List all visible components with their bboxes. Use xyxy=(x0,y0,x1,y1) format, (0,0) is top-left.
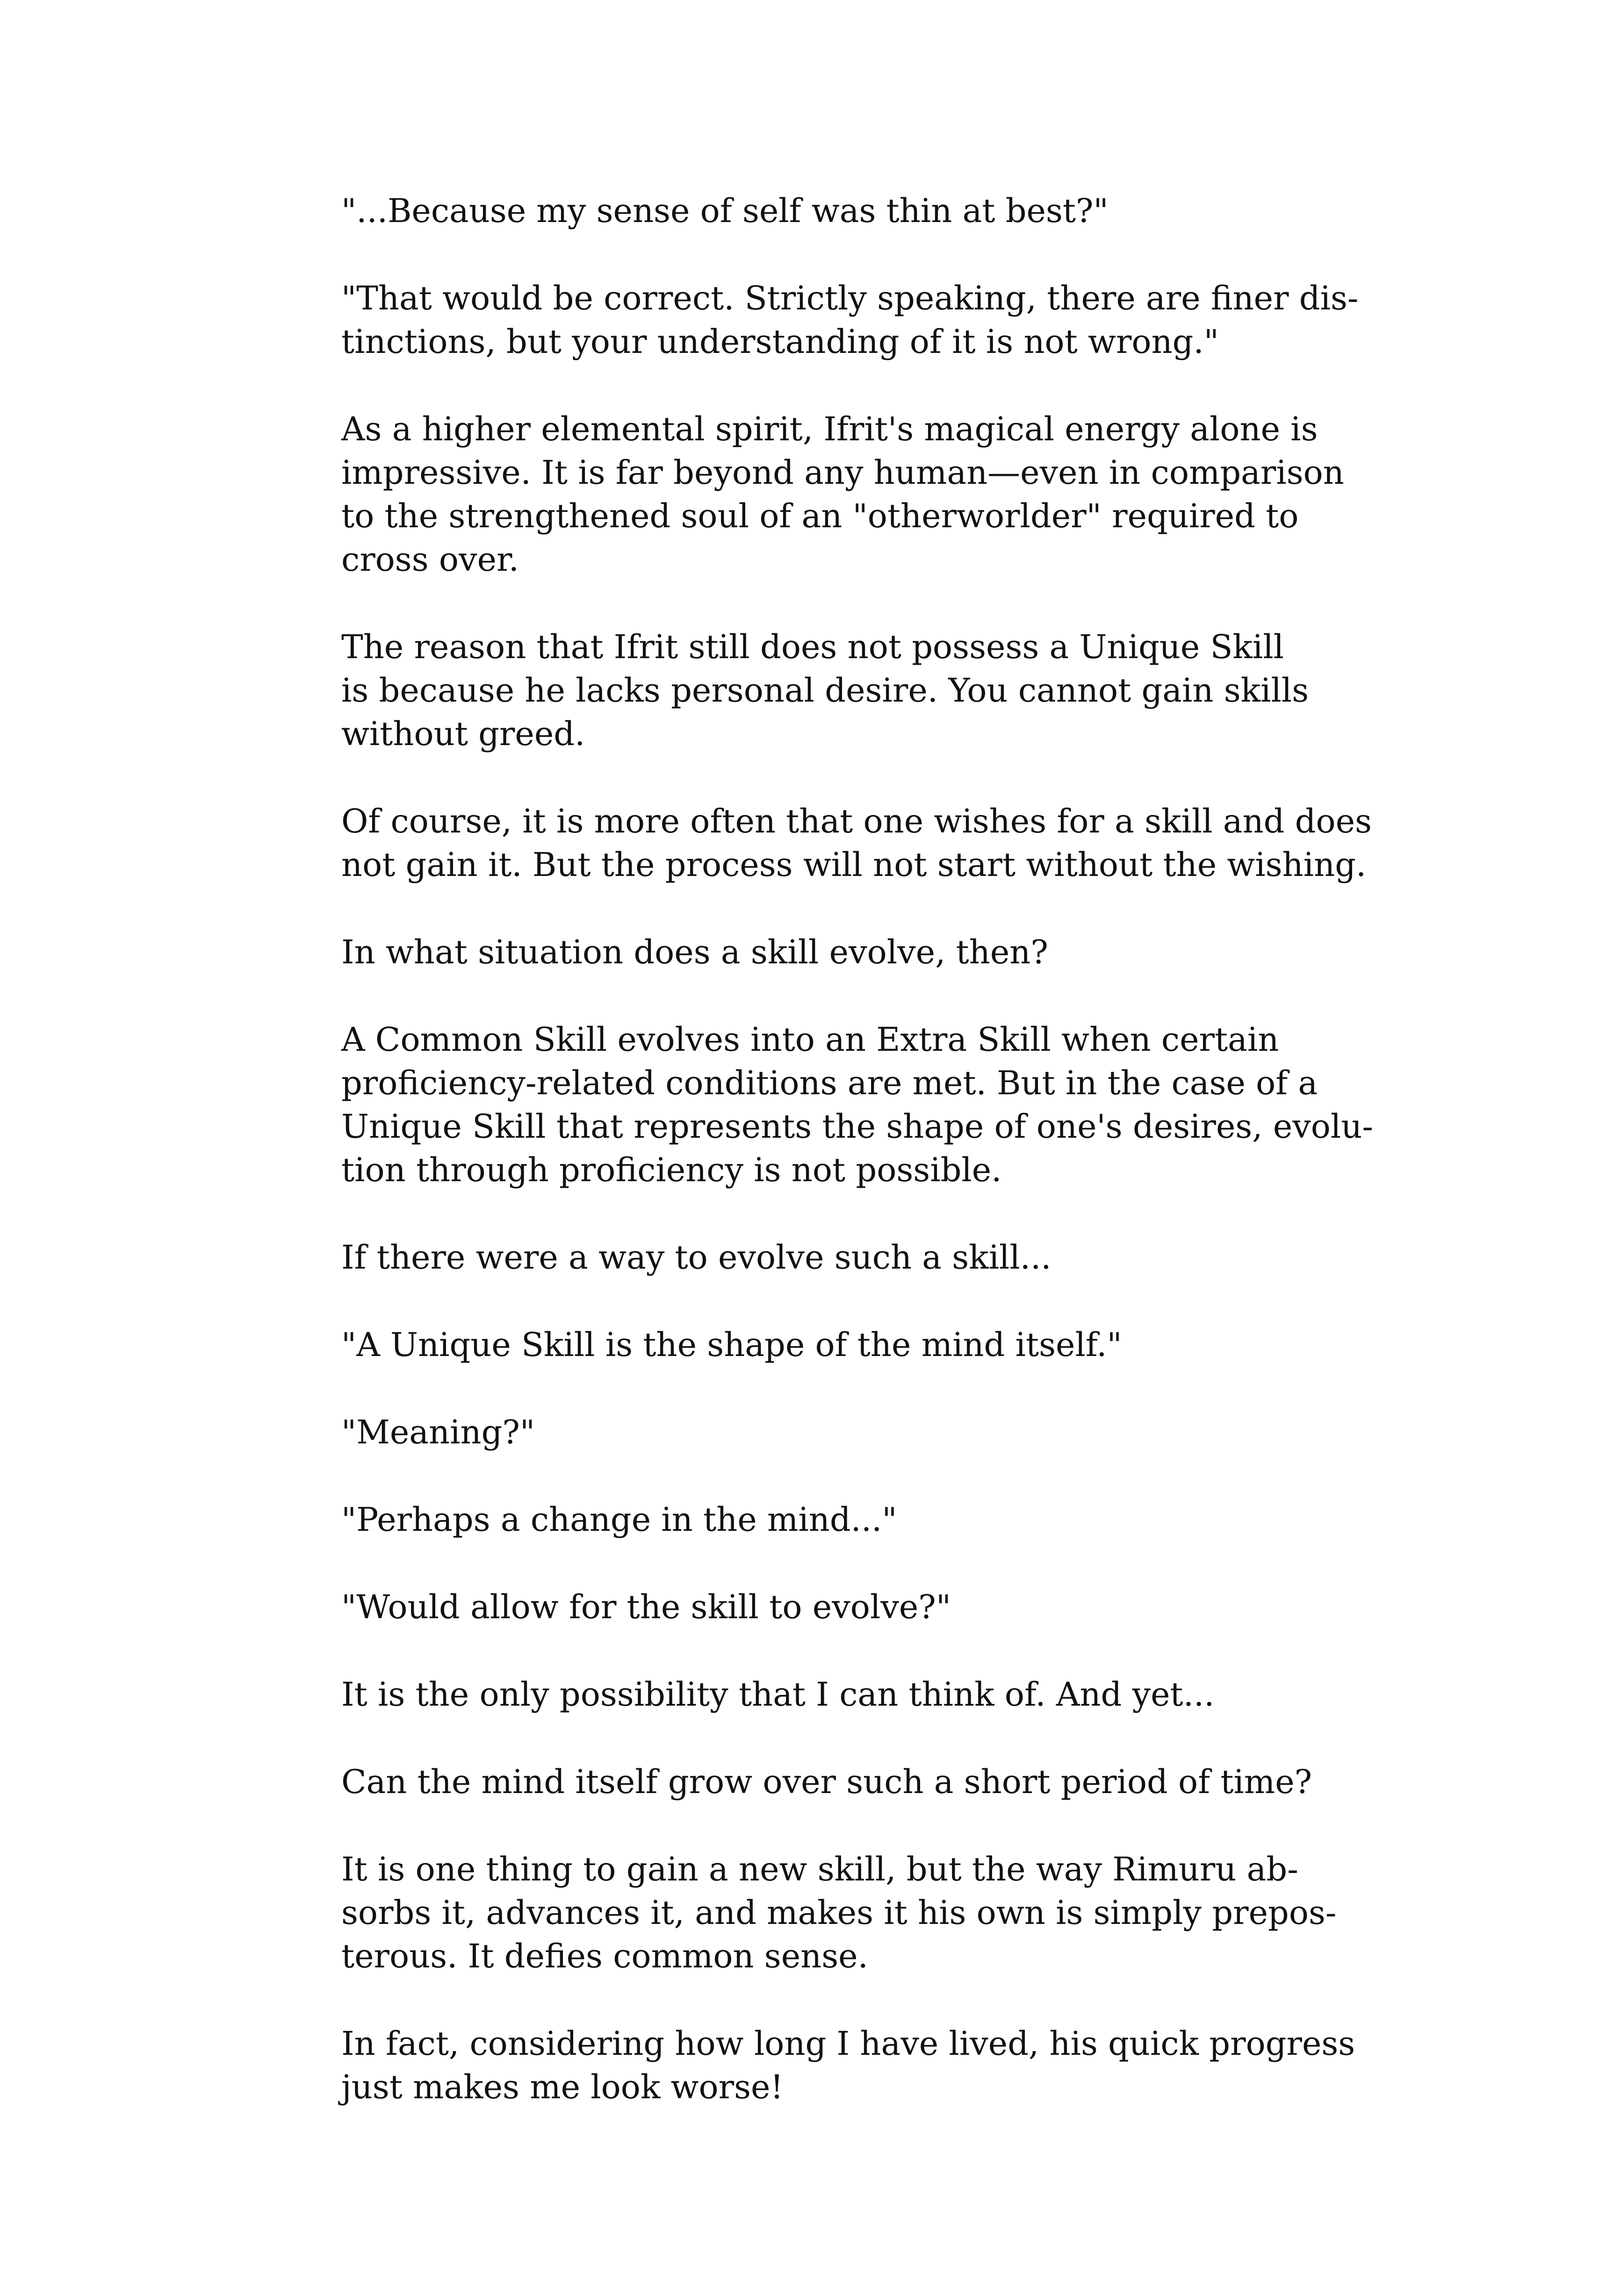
text-line: If there were a way to evolve such a skill... xyxy=(341,1238,1051,1277)
text-line: A Common Skill evolves into an Extra Skill when certain xyxy=(341,1020,1279,1059)
text-line: Of course, it is more often that one wishes for a skill and does xyxy=(341,802,1372,840)
paragraph xyxy=(341,800,1372,887)
text-line: "A Unique Skill is the shape of the mind itself." xyxy=(341,1326,1122,1364)
text-line: "That would be correct. Strictly speaking, there are finer dis- xyxy=(341,279,1359,317)
paragraph xyxy=(341,1498,1304,1542)
text-line: In fact, considering how long I have lived, his quick progress xyxy=(341,2024,1355,2063)
paragraph xyxy=(341,1411,1304,1454)
text-line: Unique Skill that represents the shape of one's desires, evolu- xyxy=(341,1107,1374,1146)
paragraph xyxy=(341,1323,1304,1367)
text-line: "Meaning?" xyxy=(341,1413,535,1451)
text-line: It is one thing to gain a new skill, but the way Rimuru ab- xyxy=(341,1850,1298,1888)
text-line: "Perhaps a change in the mind..." xyxy=(341,1500,897,1539)
paragraph xyxy=(341,1673,1304,1716)
text-line: tinctions, but your understanding of it is not wrong." xyxy=(341,323,1219,361)
text-line: "...Because my sense of self was thin at best?" xyxy=(341,192,1109,230)
text-line: to the strengthened soul of an "otherworlder" required to xyxy=(341,497,1299,535)
text-line: not gain it. But the process will not start without the wishing. xyxy=(341,846,1367,884)
text-line: In what situation does a skill evolve, then? xyxy=(341,933,1048,971)
text-line: just makes me look worse! xyxy=(341,2068,784,2106)
paragraph xyxy=(341,2022,1355,2109)
paragraph xyxy=(341,1018,1374,1192)
body-text xyxy=(341,189,1374,2153)
text-line: sorbs it, advances it, and makes it his own is simply prepos- xyxy=(341,1894,1337,1932)
text-line: As a higher elemental spirit, Ifrit's magical energy alone is xyxy=(341,410,1318,448)
text-line: is because he lacks personal desire. You cannot gain skills xyxy=(341,671,1309,710)
text-line: impressive. It is far beyond any human—even in comparison xyxy=(341,453,1344,492)
paragraph xyxy=(341,625,1309,756)
paragraph xyxy=(341,1760,1312,1804)
paragraph xyxy=(341,408,1344,581)
text-line: The reason that Ifrit still does not possess a Unique Skill xyxy=(341,628,1284,666)
text-line: Can the mind itself grow over such a short period of time? xyxy=(341,1763,1312,1801)
text-line: tion through proficiency is not possible. xyxy=(341,1151,1002,1189)
text-line: without greed. xyxy=(341,715,585,753)
text-line: It is the only possibility that I can think of. And yet... xyxy=(341,1675,1215,1714)
text-line: cross over. xyxy=(341,540,519,579)
paragraph xyxy=(341,277,1359,364)
paragraph xyxy=(341,189,1304,233)
paragraph xyxy=(341,1586,1304,1629)
paragraph xyxy=(341,1236,1304,1279)
text-line: "Would allow for the skill to evolve?" xyxy=(341,1588,951,1626)
text-line: proficiency-related conditions are met. But in the case of a xyxy=(341,1064,1318,1102)
text-line: terous. It defies common sense. xyxy=(341,1937,868,1975)
paragraph xyxy=(341,931,1304,974)
paragraph xyxy=(341,1848,1337,1978)
